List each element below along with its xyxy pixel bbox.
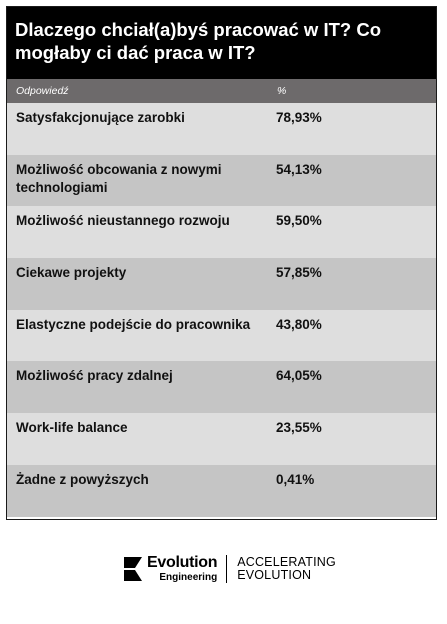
row-value: 78,93% bbox=[276, 110, 322, 125]
row-label: Żadne z powyższych bbox=[16, 471, 149, 487]
brand-line-1: Evolution bbox=[147, 554, 218, 571]
tagline-line-1: ACCELERATING bbox=[237, 555, 336, 569]
table-header bbox=[7, 79, 436, 103]
table-row bbox=[7, 155, 436, 207]
row-value: 59,50% bbox=[276, 213, 322, 229]
header-answer: Odpowiedź bbox=[16, 85, 69, 97]
row-value: 57,85% bbox=[276, 265, 322, 281]
row-label: Możliwość nieustannego rozwoju bbox=[16, 213, 230, 229]
table-row bbox=[7, 361, 436, 413]
brand-name bbox=[147, 555, 217, 583]
row-value: 54,13% bbox=[276, 161, 322, 177]
row-label: Elastyczne podejście do pracownika bbox=[16, 316, 251, 332]
row-label: Możliwość obcowania z nowymi technologiami bbox=[16, 161, 222, 195]
page-title: Dlaczego chciał(a)byś pracować w IT? Co mogłaby ci dać praca w IT? bbox=[7, 7, 436, 79]
table-row bbox=[7, 465, 436, 517]
row-label: Work-life balance bbox=[16, 420, 128, 436]
survey-card bbox=[6, 6, 437, 520]
table-row bbox=[7, 310, 436, 362]
header-percent: % bbox=[277, 85, 287, 97]
row-value: 0,41% bbox=[276, 471, 315, 487]
table-row bbox=[7, 413, 436, 465]
row-value: 43,80% bbox=[276, 316, 322, 332]
brand-line-2: Engineering bbox=[159, 572, 218, 583]
footer-divider bbox=[226, 555, 227, 583]
evolution-logo-icon bbox=[122, 554, 144, 584]
tagline bbox=[237, 556, 336, 582]
row-label: Ciekawe projekty bbox=[16, 265, 127, 281]
row-label: Satysfakcjonujące zarobki bbox=[16, 110, 185, 125]
table-row bbox=[7, 258, 436, 310]
row-value: 64,05% bbox=[276, 368, 322, 384]
tagline-line-2: EVOLUTION bbox=[237, 568, 312, 582]
footer-branding bbox=[122, 552, 336, 586]
table-body bbox=[7, 103, 436, 517]
row-label: Możliwość pracy zdalnej bbox=[16, 368, 173, 384]
table-row bbox=[7, 103, 436, 155]
table-row bbox=[7, 206, 436, 258]
row-value: 23,55% bbox=[276, 420, 322, 436]
